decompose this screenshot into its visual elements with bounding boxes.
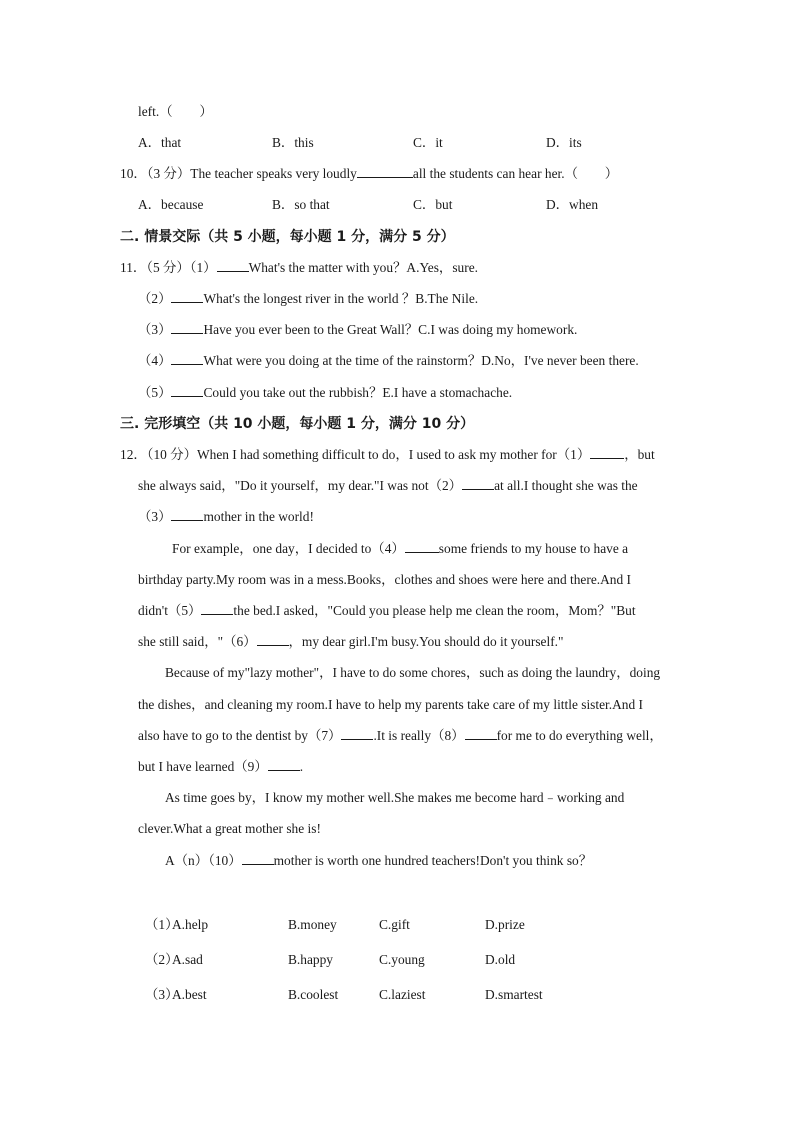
q11-blank-2[interactable] — [171, 290, 203, 303]
q11-row-2-text: What's the longest river in the world ？B.The Nile. — [203, 291, 479, 306]
q9-stem-end: left.（ ） — [138, 104, 213, 119]
choice-option-c[interactable]: C.gift — [379, 917, 410, 932]
q10-option-d[interactable]: D．when — [546, 197, 599, 212]
q12-line-7-end: ，my dear girl.I'm busy.You should do it yourself." — [288, 634, 564, 649]
q11-blank-5[interactable] — [171, 384, 203, 397]
q12-line-10 — [138, 727, 663, 745]
q11-row-2 — [138, 290, 478, 308]
q12-line-1 — [120, 446, 655, 464]
choice-option-b[interactable]: B.happy — [288, 952, 334, 967]
q12-line-4-end: some friends to my house to have a — [438, 541, 629, 556]
q12-line-5: birthday party.My room was in a mess.Books，clothes and shoes were here and there.And I — [138, 572, 631, 587]
q11-blank-4[interactable] — [171, 352, 203, 365]
q11-row-1 — [120, 259, 478, 277]
q12-blank-5[interactable] — [201, 602, 233, 615]
q10-option-c[interactable]: C．but — [413, 197, 453, 212]
q9-option-a[interactable]: A．that — [138, 135, 182, 150]
q12-line-2 — [138, 477, 638, 495]
choice-option-a[interactable]: A.sad — [172, 952, 203, 967]
q11-row-2-number: （2） — [138, 291, 172, 306]
q11-row-3 — [138, 321, 577, 339]
q11-row-4-number: （4） — [138, 353, 172, 368]
q11-row-5-text: Could you take out the rubbish？E.I have a stomachache. — [203, 385, 513, 400]
choice-option-d[interactable]: D.smartest — [485, 987, 543, 1002]
q12-blank-1[interactable] — [590, 446, 624, 459]
q12-line-6-text: didn't（5） — [138, 603, 202, 618]
q12-line-1-text: 12．（10 分）When I had something difficult to do，I used to ask my mother for（1） — [120, 447, 591, 462]
q12-line-1-end: ，but — [624, 447, 655, 462]
q12-line-14-text: A（n）（10） — [165, 853, 242, 868]
q12-line-7-text: she still said，"（6） — [138, 634, 257, 649]
q12-line-11-end: . — [299, 759, 304, 774]
q12-line-10-text: also have to go to the dentist by（7） — [138, 728, 342, 743]
q12-line-7 — [138, 633, 564, 651]
q11-blank-1[interactable] — [217, 259, 249, 272]
q12-line-6-end: the bed.I asked，"Could you please help me clean the room，Mom？"But — [233, 603, 636, 618]
q10-option-a[interactable]: A．because — [138, 197, 204, 212]
q12-line-14 — [165, 852, 592, 870]
q12-line-2-text: she always said，"Do it yourself，my dear."I was not（2） — [138, 478, 463, 493]
q9-option-d[interactable]: D．its — [546, 135, 582, 150]
q11-row-4 — [138, 352, 639, 370]
q12-line-9: the dishes，and cleaning my room.I have to help my parents take care of my little sister.And I — [138, 697, 643, 712]
q11-row-4-text: What were you doing at the time of the rainstorm？D.No，I've never been there. — [203, 353, 639, 368]
choice-option-d[interactable]: D.prize — [485, 917, 525, 932]
q9-option-c[interactable]: C．it — [413, 135, 443, 150]
q12-line-11-text: but I have learned（9） — [138, 759, 268, 774]
q12-line-10-mid: .It is really（8） — [373, 728, 465, 743]
section-2-heading: 二. 情景交际（共 5 小题，每小题 1 分，满分 5 分） — [120, 229, 455, 245]
q12-line-12: As time goes by，I know my mother well.She makes me become hard﹣working and — [165, 790, 625, 805]
q11-blank-3[interactable] — [171, 321, 203, 334]
q11-row-1-text: What's the matter with you？A.Yes，sure. — [248, 260, 478, 275]
q12-line-6 — [138, 602, 636, 620]
q9-option-b[interactable]: B．this — [272, 135, 314, 150]
q12-blank-3[interactable] — [171, 508, 203, 521]
q12-line-8: Because of my"lazy mother"，I have to do some chores，such as doing the laundry，doing — [165, 665, 661, 680]
q11-row-1-number: 11．（5 分）（1） — [120, 260, 217, 275]
q12-blank-7[interactable] — [341, 727, 373, 740]
choice-option-c[interactable]: C.young — [379, 952, 425, 967]
q10-stem — [120, 165, 618, 183]
q10-option-b[interactable]: B．so that — [272, 197, 330, 212]
q10-stem-start: 10．（3 分）The teacher speaks very loudly — [120, 166, 357, 181]
choice-option-c[interactable]: C.laziest — [379, 987, 426, 1002]
q12-line-10-end: for me to do everything well， — [496, 728, 663, 743]
q11-row-5-number: （5） — [138, 385, 172, 400]
q12-line-2-end: at all.I thought she was the — [494, 478, 638, 493]
q12-blank-10[interactable] — [242, 852, 274, 865]
q11-row-5 — [138, 384, 512, 402]
q11-row-3-text: Have you ever been to the Great Wall？C.I was doing my homework. — [203, 322, 578, 337]
q12-line-13: clever.What a great mother she is! — [138, 821, 321, 836]
q12-blank-6[interactable] — [257, 633, 289, 646]
q10-stem-end: all the students can hear her.（ ） — [412, 166, 619, 181]
q12-line-3-end: mother in the world! — [203, 509, 314, 524]
q12-line-3 — [138, 508, 314, 526]
q12-line-14-end: mother is worth one hundred teachers!Don't you think so？ — [273, 853, 593, 868]
choice-number: （3） — [145, 987, 179, 1002]
q12-line-4 — [172, 540, 628, 558]
choice-option-b[interactable]: B.coolest — [288, 987, 339, 1002]
choice-number: （1） — [145, 917, 179, 932]
choice-option-b[interactable]: B.money — [288, 917, 337, 932]
choice-option-a[interactable]: A.best — [172, 987, 207, 1002]
q12-line-3-text: （3） — [138, 509, 172, 524]
q11-row-3-number: （3） — [138, 322, 172, 337]
q12-blank-4[interactable] — [405, 540, 439, 553]
q12-blank-9[interactable] — [268, 758, 300, 771]
choice-number: （2） — [145, 952, 179, 967]
q12-line-11 — [138, 758, 303, 776]
choice-option-a[interactable]: A.help — [172, 917, 209, 932]
q12-blank-8[interactable] — [465, 727, 497, 740]
choice-option-d[interactable]: D.old — [485, 952, 516, 967]
q12-blank-2[interactable] — [462, 477, 494, 490]
section-3-heading: 三. 完形填空（共 10 小题，每小题 1 分，满分 10 分） — [120, 416, 475, 432]
q12-line-4-text: For example，one day，I decided to（4） — [172, 541, 405, 556]
q10-blank[interactable] — [357, 165, 413, 178]
